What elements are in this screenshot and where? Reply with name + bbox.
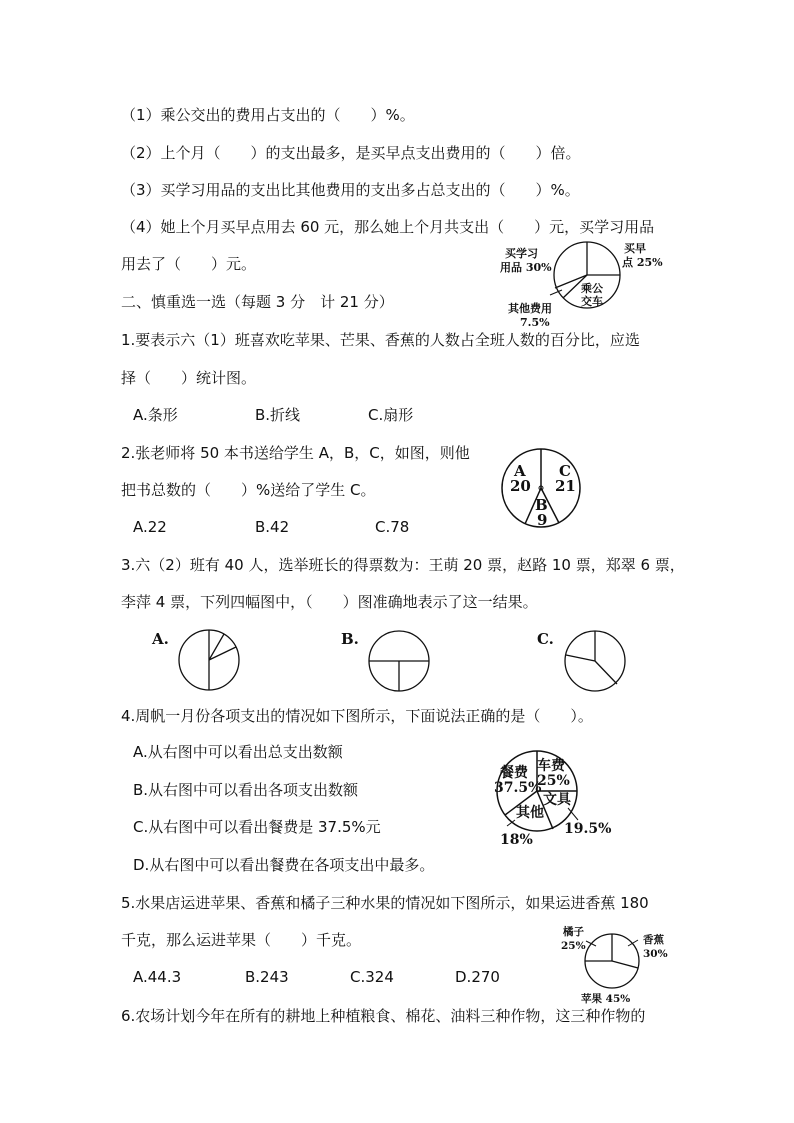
question-2-2-line2: 把书总数的（ ）%送给了学生 C。 [121,481,376,499]
question-2-2-line1: 2.张老师将 50 本书送给学生 A，B，C，如图，则他 [121,444,470,462]
option-a[interactable]: A.22 [133,518,167,536]
label-other-2: 7.5% [520,316,550,329]
stationery-label: 文具 [543,792,571,808]
question-2-1-line1: 1.要表示六（1）班喜欢吃苹果、芒果、香蕉的人数占全班人数的百分比，应选 [121,331,640,349]
label-bus-1: 乘公 [581,282,603,295]
option-b[interactable]: B.243 [245,968,289,986]
label-breakfast-1: 买早 [624,242,646,255]
option-a[interactable]: A.从右图中可以看出总支出数额 [133,743,343,761]
option-d[interactable]: D.270 [455,968,500,986]
option-a[interactable]: A.条形 [133,406,178,424]
option-d[interactable]: D.从右图中可以看出餐费在各项支出中最多。 [133,856,435,874]
apple-label: 苹果 45% [581,993,631,1005]
question-1-4-line1: （4）她上个月买早点用去 60 元，那么她上个月共支出（ ）元，买学习用品 [121,218,655,236]
other-pct: 18% [500,832,533,848]
question-1-1: （1）乘公交出的费用占支出的（ ）%。 [121,106,415,124]
label-bus-2: 交车 [581,295,603,308]
label-other-1: 其他费用 [508,302,552,315]
question-1-4-line2: 用去了（ ）元。 [121,255,257,273]
banana-pct: 30% [643,948,668,960]
option-a-label[interactable]: A. [152,630,169,648]
books-value-a: 20 [510,477,531,495]
books-label-b: B [535,496,548,514]
question-2-3-line2: 李萍 4 票，下列四幅图中，（ ）图准确地表示了这一结果。 [121,593,538,611]
option-c-label[interactable]: C. [537,630,554,648]
section-heading: 二、慎重选一选（每题 3 分 计 21 分） [121,293,394,311]
books-label-c: C [559,462,571,480]
option-a[interactable]: A.44.3 [133,968,182,986]
option-c[interactable]: C.324 [350,968,394,986]
meal-fee-pct: 37.5% [494,780,542,796]
option-c[interactable]: C.扇形 [368,406,414,424]
option-c[interactable]: C.78 [375,518,410,536]
label-breakfast-2: 点 25% [622,256,663,269]
option-b[interactable]: B.42 [255,518,290,536]
books-value-b: 9 [537,511,548,529]
books-label-a: A [514,462,526,480]
question-2-6: 6.农场计划今年在所有的耕地上种植粮食、棉花、油料三种作物，这三种作物的 [121,1007,646,1025]
label-study-supplies-1: 买学习 [505,247,538,260]
banana-label: 香蕉 [643,934,664,946]
car-fee-pct: 25% [537,773,570,789]
label-study-supplies-2: 用品 30% [500,261,552,274]
question-1-3: （3）买学习用品的支出比其他费用的支出多占总支出的（ ）%。 [121,181,580,199]
orange-pct: 25% [561,940,586,952]
option-b-label[interactable]: B. [341,630,359,648]
question-2-1-line2: 择（ ）统计图。 [121,369,257,387]
option-b[interactable]: B.从右图中可以看出各项支出数额 [133,781,359,799]
stationery-pct: 19.5% [564,821,612,837]
question-1-2: （2）上个月（ ）的支出最多，是买早点支出费用的（ ）倍。 [121,144,581,162]
orange-label: 橘子 [563,926,584,938]
other-label: 其他 [516,805,544,821]
option-c[interactable]: C.从右图中可以看出餐费是 37.5%元 [133,818,381,836]
option-b[interactable]: B.折线 [255,406,301,424]
meal-fee-label: 餐费 [500,765,528,781]
question-2-3-line1: 3.六（2）班有 40 人，选举班长的得票数为：王萌 20 票，赵路 10 票，郑翠 6 票， [121,556,685,574]
question-2-5-line2: 千克，那么运进苹果（ ）千克。 [121,931,362,949]
books-value-c: 21 [555,477,576,495]
car-fee-label: 车费 [537,758,565,774]
question-2-5-line1: 5.水果店运进苹果、香蕉和橘子三种水果的情况如下图所示，如果运进香蕉 180 [121,894,649,912]
question-2-4: 4.周帆一月份各项支出的情况如下图所示，下面说法正确的是（ ）。 [121,707,593,725]
